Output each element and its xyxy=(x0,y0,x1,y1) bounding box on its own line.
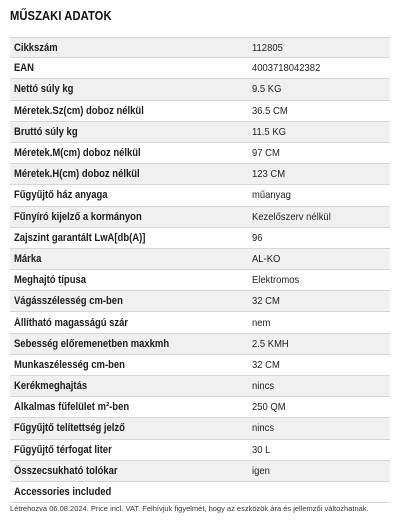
spec-label xyxy=(10,465,252,477)
spec-value-text: műanyag xyxy=(252,189,291,202)
spec-label-text: EAN xyxy=(14,62,34,75)
spec-value xyxy=(252,105,390,117)
spec-value-text: 96 xyxy=(252,231,263,244)
spec-label xyxy=(10,380,252,392)
spec-label-text: Méretek.Sz(cm) doboz nélkül xyxy=(14,104,144,117)
spec-value xyxy=(252,401,390,413)
spec-label-text: Fűgyűjtő ház anyaga xyxy=(14,189,108,202)
spec-label-text: Sebesség előremenetben maxkmh xyxy=(14,337,170,350)
spec-label xyxy=(10,126,252,138)
spec-row xyxy=(10,228,390,249)
spec-label xyxy=(10,317,252,329)
spec-value-text: Elektromos xyxy=(252,274,300,287)
spec-label-text: Állítható magasságú szár xyxy=(14,316,129,329)
spec-row xyxy=(10,461,390,482)
spec-row xyxy=(10,101,390,122)
spec-table xyxy=(10,37,390,503)
spec-value-text: 112805 xyxy=(252,41,283,54)
spec-value-text: nincs xyxy=(252,422,275,435)
spec-value-text: nem xyxy=(252,316,271,329)
spec-label-text: Fűgyűjtő telítettség jelző xyxy=(14,422,125,435)
spec-label xyxy=(10,274,252,286)
spec-value xyxy=(252,147,390,159)
spec-label-text: Nettó súly kg xyxy=(14,83,74,96)
spec-label-text: Fűnyíró kijelző a kormányon xyxy=(14,210,142,223)
spec-value xyxy=(252,211,390,223)
spec-label xyxy=(10,147,252,159)
spec-row xyxy=(10,185,390,206)
spec-value-text: igen xyxy=(252,464,270,477)
spec-label-text: Accessories included xyxy=(14,486,112,499)
spec-label xyxy=(10,338,252,350)
spec-label-text: Méretek.H(cm) doboz nélkül xyxy=(14,168,140,181)
page-title: MŰSZAKI ADATOK xyxy=(10,8,112,23)
spec-label-text: Méretek.M(cm) doboz nélkül xyxy=(14,147,141,160)
spec-label xyxy=(10,168,252,180)
spec-label xyxy=(10,232,252,244)
spec-row xyxy=(10,482,390,503)
spec-value-text: 2.5 KMH xyxy=(252,337,289,350)
spec-value xyxy=(252,465,390,477)
footer-note: Létrehozva 06.08.2024. Price incl. VAT. Felhívjuk figyelmét, hogy az eszközök ára és jellemzői változhatnak. xyxy=(10,504,369,513)
spec-value-text: nincs xyxy=(252,380,275,393)
spec-label xyxy=(10,359,252,371)
spec-value xyxy=(252,274,390,286)
spec-row xyxy=(10,312,390,333)
spec-value-text: 32 CM xyxy=(252,295,280,308)
spec-label xyxy=(10,401,252,413)
spec-value xyxy=(252,444,390,456)
spec-label xyxy=(10,105,252,117)
spec-label-text: Vágásszélesség cm-ben xyxy=(14,295,123,308)
spec-value xyxy=(252,253,390,265)
spec-value xyxy=(252,42,390,54)
spec-value xyxy=(252,126,390,138)
spec-label-text: Meghajtó típusa xyxy=(14,274,87,287)
spec-value-text: 4003718042382 xyxy=(252,62,321,75)
spec-row xyxy=(10,249,390,270)
spec-label xyxy=(10,422,252,434)
spec-label xyxy=(10,83,252,95)
spec-label xyxy=(10,62,252,74)
spec-value-text: 36.5 CM xyxy=(252,104,288,117)
spec-value-text: AL-KO xyxy=(252,252,281,265)
spec-value xyxy=(252,317,390,329)
spec-label xyxy=(10,486,252,498)
spec-label-text: Fűgyűjtő térfogat liter xyxy=(14,443,112,456)
spec-row xyxy=(10,143,390,164)
spec-value-text: 97 CM xyxy=(252,147,280,160)
spec-row xyxy=(10,270,390,291)
spec-label xyxy=(10,295,252,307)
spec-value xyxy=(252,62,390,74)
spec-label xyxy=(10,211,252,223)
spec-label-text: Zajszint garantált LwA[db(A)] xyxy=(14,231,146,244)
spec-value xyxy=(252,359,390,371)
spec-value-text: 250 QM xyxy=(252,401,286,414)
spec-label xyxy=(10,189,252,201)
spec-label-text: Bruttó súly kg xyxy=(14,125,78,138)
spec-label-text: Alkalmas fűfelület m²-ben xyxy=(14,401,130,414)
spec-row xyxy=(10,418,390,439)
spec-value xyxy=(252,295,390,307)
spec-label xyxy=(10,253,252,265)
spec-label xyxy=(10,42,252,54)
spec-label-text: Munkaszélesség cm-ben xyxy=(14,358,125,371)
spec-row xyxy=(10,79,390,100)
spec-row xyxy=(10,397,390,418)
spec-row xyxy=(10,207,390,228)
spec-value-text: 9.5 KG xyxy=(252,83,282,96)
spec-label-text: Kerékmeghajtás xyxy=(14,380,88,393)
spec-value xyxy=(252,232,390,244)
spec-row xyxy=(10,122,390,143)
spec-value xyxy=(252,168,390,180)
spec-label-text: Márka xyxy=(14,252,42,265)
spec-label-text: Összecsukható tolókar xyxy=(14,464,118,477)
spec-value-text: Kezelőszerv nélkül xyxy=(252,210,331,223)
spec-label-text: Cikkszám xyxy=(14,41,58,54)
spec-value xyxy=(252,189,390,201)
spec-value xyxy=(252,486,390,498)
spec-row xyxy=(10,440,390,461)
spec-row xyxy=(10,164,390,185)
spec-row xyxy=(10,37,390,58)
spec-value xyxy=(252,338,390,350)
spec-value-text: 123 CM xyxy=(252,168,286,181)
spec-value-text: 32 CM xyxy=(252,358,280,371)
spec-row xyxy=(10,376,390,397)
spec-value xyxy=(252,380,390,392)
spec-row xyxy=(10,58,390,79)
spec-value-text: 11.5 KG xyxy=(252,125,286,138)
spec-value-text: 30 L xyxy=(252,443,271,456)
spec-value xyxy=(252,83,390,95)
spec-row xyxy=(10,334,390,355)
spec-row xyxy=(10,291,390,312)
spec-value xyxy=(252,422,390,434)
spec-row xyxy=(10,355,390,376)
spec-label xyxy=(10,444,252,456)
